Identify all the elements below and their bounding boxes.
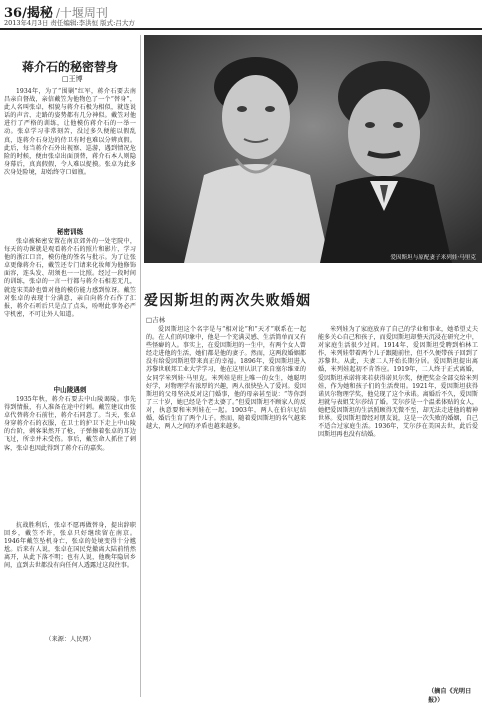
- section-name: 揭秘: [26, 6, 53, 21]
- left-article-body-2: 张卓被秘密安置在南京郊外的一处宅院中，每天的功课就是观看蒋介石的照片和影片，学习他的浙江口音，模仿他的签名与批示。为了让张卓更像蒋介石，戴笠还专门请来化妆师为他修饰面容，连头发、胡须也一一比照。经过一段时间的训练，张卓的一言一行都与蒋介石相差无几，就连宋美龄也曾对他的模仿能力感到惊讶。戴笠对张卓的表现十分满意，亲自向蒋介石作了汇报，蒋介石听后只是点了点头，吩咐此事务必严守机密，不可让外人知道。: [4, 238, 136, 318]
- left-article-author: □王博: [62, 75, 83, 83]
- right-article-body-1: 爱因斯坦这个名字是与“相对论”和“天才”联系在一起的。在人们的印象中，他是一个充满灵感、生活简单而又有些怪癖的人。事实上，在爱因斯坦的一生中，有两个女人曾经走进他的生活，她们都是他的妻子。然而，这两段婚姻都没有给爱因斯坦带来真正的幸福。1896年，爱因斯坦进入苏黎世联邦工业大学学习，他在这里认识了来自塞尔维亚的女同学米列娃·马里克。米列娃是班上唯一的女生，她聪明好学，对物理学有浓厚的兴趣，两人很快坠入了爱河。爱因斯坦的父母坚决反对这门婚事，他的母亲甚至说：“等你到了三十岁，她已经是个老太婆了。”但爱因斯坦不顾家人的反对，执意要和米列娃在一起。1903年，两人在伯尔尼结婚，婚后生育了两个儿子。然而，随着爱因斯坦的名气越来越大，两人之间的矛盾也越来越多。: [146, 326, 306, 431]
- column-divider: [140, 35, 141, 697]
- left-subheading-2: 中山陵遇刺: [53, 386, 87, 394]
- page-number: 36/: [4, 6, 27, 21]
- left-article-source: （来源：人民网）: [45, 636, 95, 643]
- left-article-body-1: 1934年，为了“围剿”红军，蒋介石要去南昌亲自督战，亲信戴笠为他物色了一个“替身”，此人名叫张卓，相貌与蒋介石极为相似，就连说话的声音、走路的姿势都有几分神似。戴笠对他进行了严格的训练，让他模仿蒋介石的一举一动。张卓学习非常刻苦，没过多久便能以假乱真，连蒋介石身边的侍卫有时也难以分辨真假。此后，每当蒋介石外出视察、巡游，遇到情况危险的时候，便由张卓出面顶替，蒋介石本人则隐身幕后，真真假假，令人难以捉摸。张卓为此多次身处险境，却始终守口如瓶。: [4, 88, 136, 176]
- photo-illustration: [144, 35, 482, 263]
- right-article-title: 爱因斯坦的两次失败婚姻: [144, 293, 312, 309]
- left-article-body-4: 抗战胜利后，张卓不愿再做替身，提出辞职回乡，戴笠不许，张卓只好继续留在南京。1946年戴笠坠机身亡，张卓的处境变得十分尴尬。后来有人说，张卓在国民党撤离大陆前悄然离开，从此下落不明；也有人说，他晚年隐居乡间，直到去世都没有向任何人透露过这段往事。: [4, 522, 136, 570]
- issue-meta: 2013年4月3日 责任编辑:李洪恒 版式:吕大方: [4, 19, 135, 27]
- header-rule: [0, 28, 482, 30]
- paper-name: /十堰周刊: [55, 6, 108, 20]
- left-article-body-3: 1935年秋，蒋介石要去中山陵谒陵。事先得到情报，有人准备在途中行刺。戴笠建议由张卓代替蒋介石前往，蒋介石同意了。当天，张卓身穿蒋介石的衣服，在卫士的护卫下走上中山陵的台阶，刺客果然开了枪，子弹擦着张卓的耳边飞过，所幸并未受伤。事后，戴笠命人抓住了刺客，张卓也因此得到了蒋介石的嘉奖。: [4, 396, 136, 452]
- right-article-author: □吉林: [146, 316, 166, 324]
- left-article-title: 蒋介石的秘密替身: [21, 60, 118, 74]
- right-article-source: （摘自《光明日报》）: [428, 688, 472, 704]
- left-subheading-1: 秘密训练: [56, 228, 84, 236]
- page-header: [0, 0, 482, 30]
- photo-caption: 爱因斯坦与原配妻子米列娃·马里克: [390, 255, 476, 261]
- couple-photo: [144, 35, 482, 263]
- right-article-body-2: 米列娃为了家庭放弃了自己的学业和事业，她希望丈夫能多关心自己和孩子，而爱因斯坦却整天沉浸在研究之中，对家庭生活很少过问。1914年，爱因斯坦受聘到柏林工作，米列娃带着两个儿子跟随前往，但不久便带孩子回到了苏黎世。从此，夫妻二人开始长期分居。爱因斯坦提出离婚，米列娃起初不肯答应。1919年，二人终于正式离婚，爱因斯坦承诺将来若获得诺贝尔奖，便把奖金全部交给米列娃，作为她和孩子们的生活费用。1921年，爱因斯坦获得诺贝尔物理学奖，他兑现了这个承诺。离婚后不久，爱因斯坦就与表姐艾尔莎结了婚。艾尔莎是一个温柔体贴的女人，她把爱因斯坦的生活照顾得无微不至，却无法走进他的精神世界。爱因斯坦曾经对朋友说，这是一次失败的婚姻，自己不适合过家庭生活。1936年，艾尔莎在美国去世，此后爱因斯坦再也没有结婚。: [318, 326, 478, 439]
